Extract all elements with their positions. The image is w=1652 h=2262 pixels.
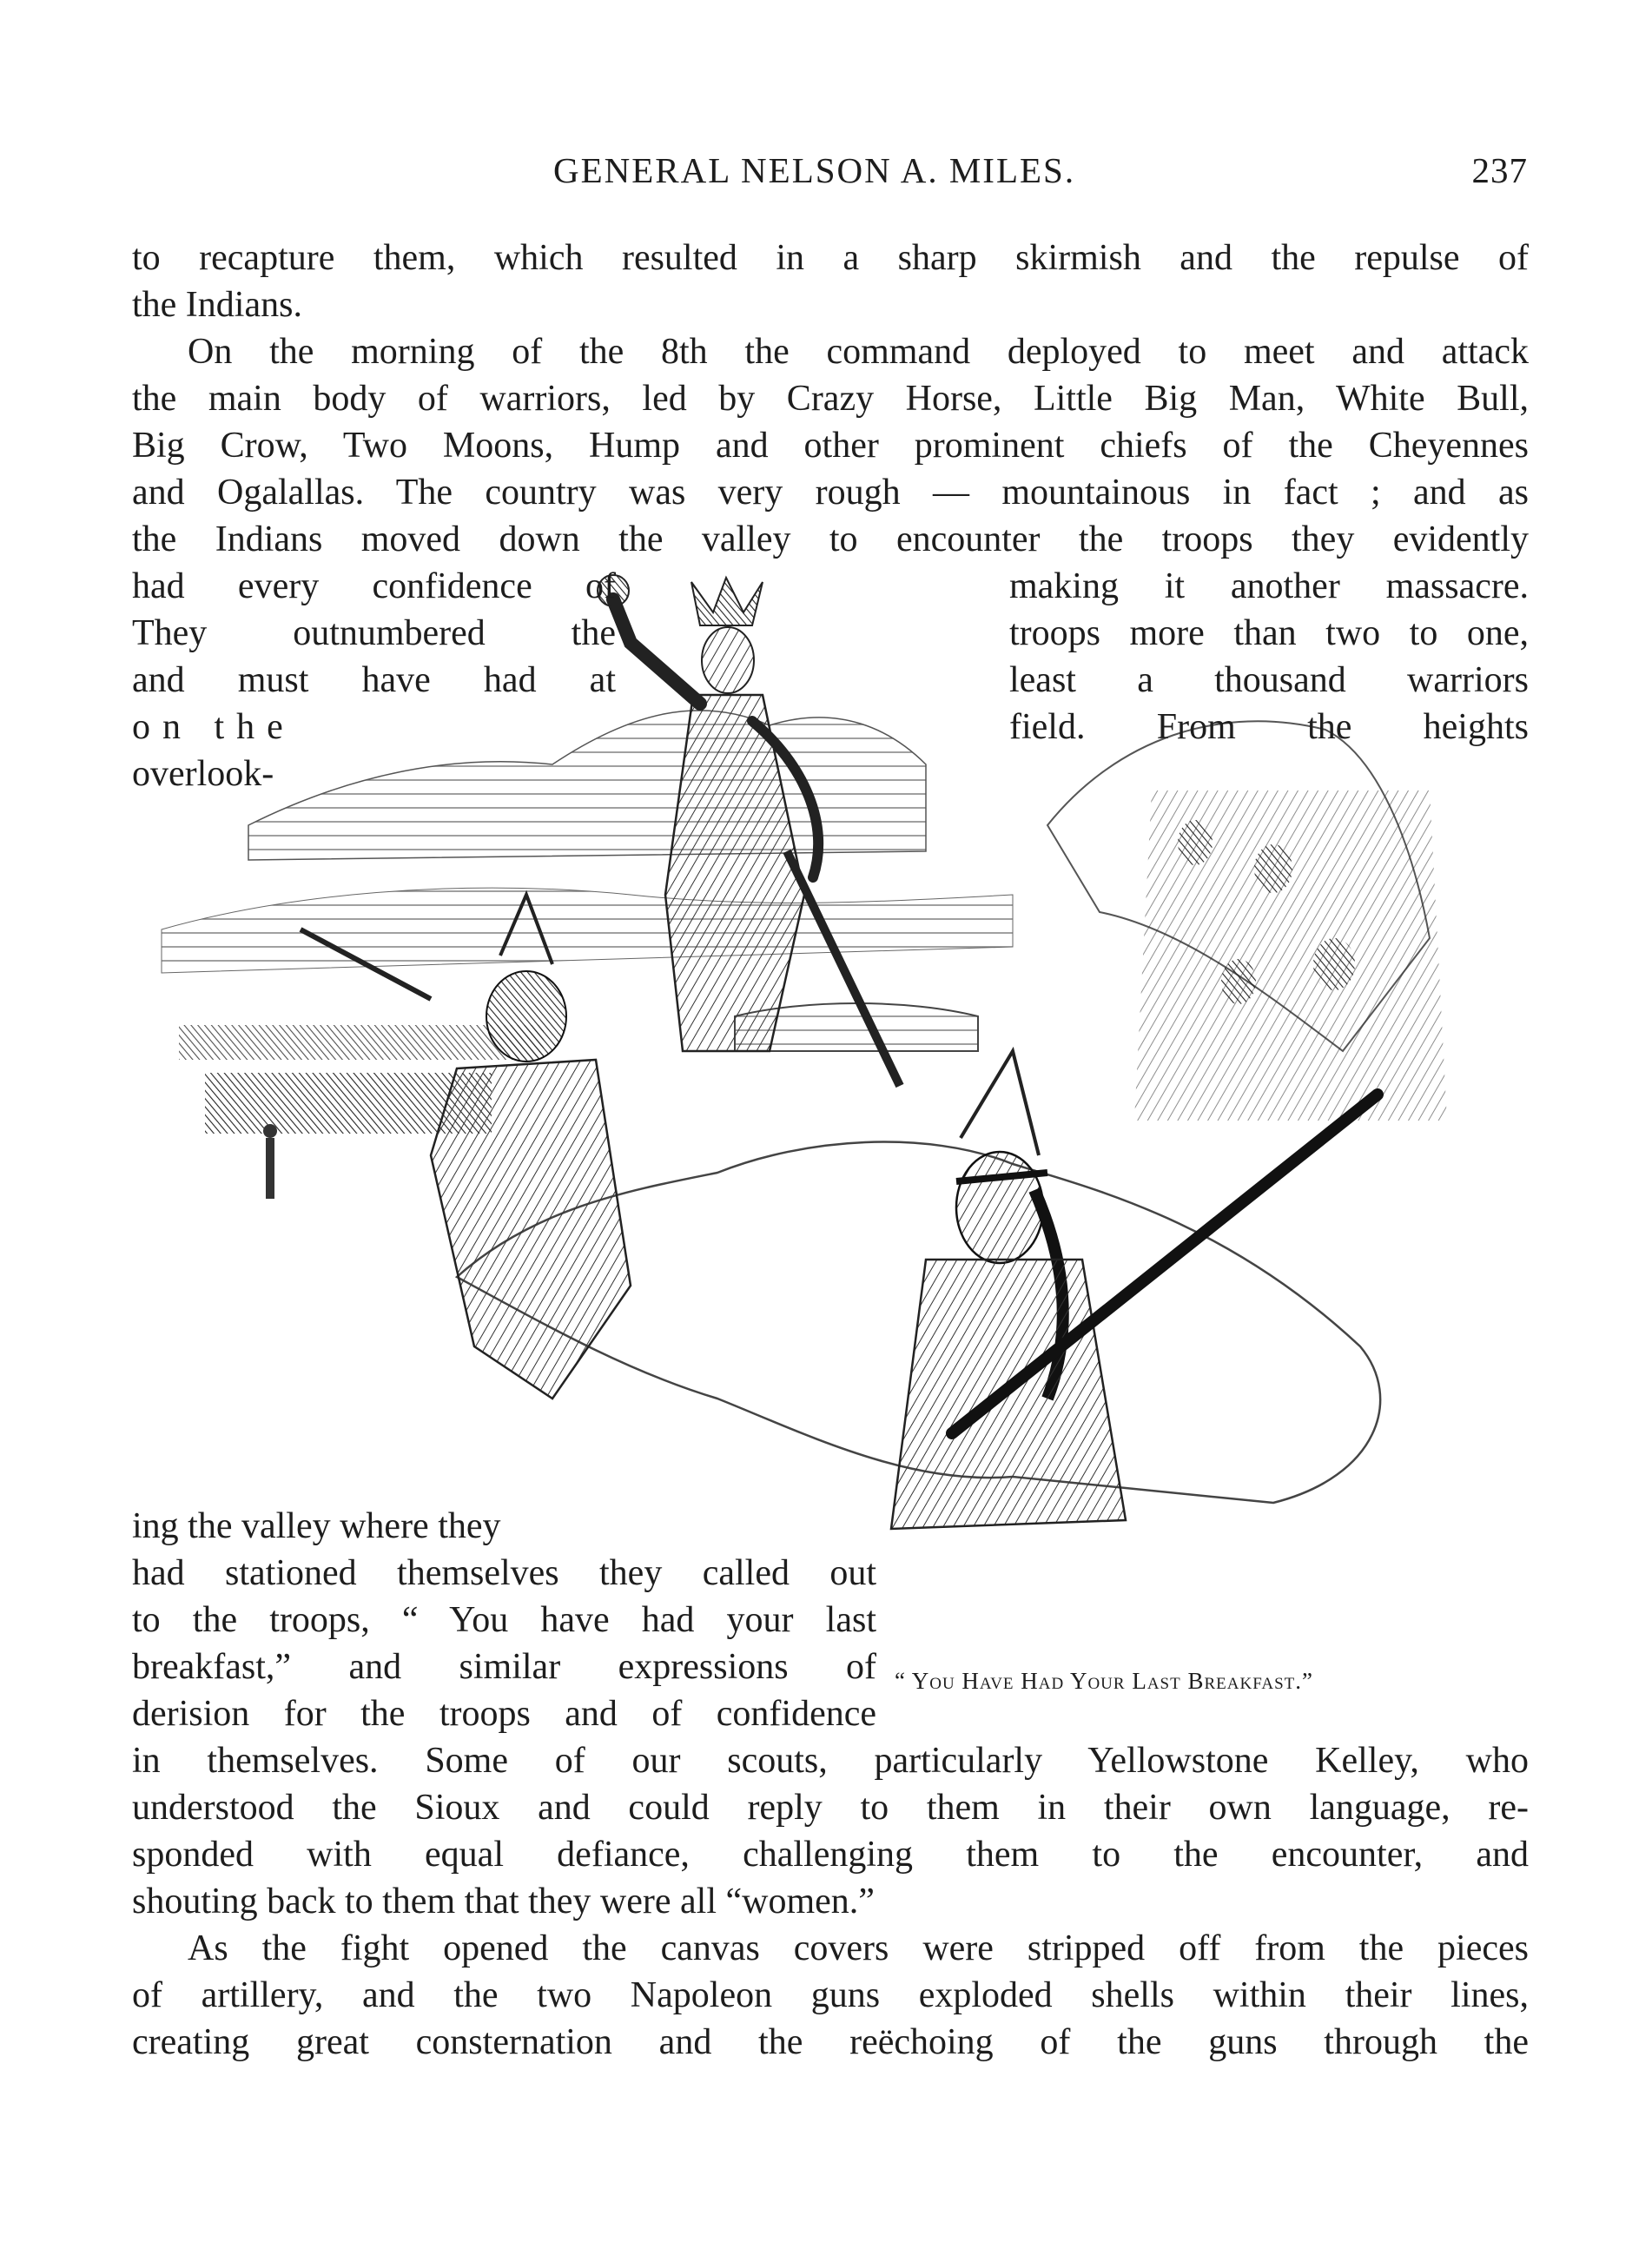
seated-warrior (301, 895, 631, 1399)
caption-text: “ You Have Had Your Last Breakfast.” (895, 1668, 1313, 1694)
body-line: sponded with equal defiance, challenging them to the encounter, and (132, 1835, 1529, 1875)
right-column-line: making it another massacre. (1009, 566, 1529, 606)
left-column-line: on the (132, 707, 295, 747)
body-line: ing the valley where they (132, 1506, 501, 1546)
right-column-line: least a thousand warriors (1009, 660, 1529, 700)
right-column-line: troops more than two to one, (1009, 613, 1529, 653)
body-line: creating great consternation and the reëchoing of the guns through the (132, 2022, 1529, 2062)
left-column-line: overlook- (132, 754, 274, 794)
body-line: in themselves. Some of our scouts, particularly Yellowstone Kelley, who (132, 1741, 1529, 1781)
body-line: understood the Sioux and could reply to them in their own language, re- (132, 1788, 1529, 1828)
body-line: the main body of warriors, led by Crazy Horse, Little Big Man, White Bull, (132, 379, 1529, 419)
body-line: Big Crow, Two Moons, Hump and other prominent chiefs of the Cheyennes (132, 426, 1529, 466)
page-number: 237 (1471, 150, 1528, 190)
body-line: and Ogalallas. The country was very rough — mountainous in fact ; and as (132, 473, 1529, 513)
left-column-line: had every confidence of (132, 566, 616, 606)
running-title: GENERAL NELSON A. MILES. (553, 150, 1076, 190)
body-line: On the morning of the 8th the command deployed to meet and attack (188, 332, 1529, 372)
body-line: derision for the troops and of confidence (132, 1694, 876, 1734)
body-line: As the fight opened the canvas covers were stripped off from the pieces (188, 1928, 1529, 1968)
rifle-warrior (891, 1051, 1378, 1529)
body-line: of artillery, and the two Napoleon guns exploded shells within their lines, (132, 1975, 1529, 2015)
body-line: shouting back to them that they were all “women.” (132, 1882, 875, 1921)
illustration-caption (895, 1668, 1529, 1695)
running-head (0, 149, 1652, 202)
left-column-line: and must have had at (132, 660, 616, 700)
body-line: breakfast,” and similar expressions of (132, 1647, 876, 1687)
right-column-line: field. From the heights (1009, 707, 1529, 747)
body-line: to recapture them, which resulted in a sharp skirmish and the repulse of (132, 238, 1529, 278)
warrior-band (1134, 790, 1447, 1121)
body-line: to the troops, “ You have had your last (132, 1600, 876, 1640)
body-line: the Indians moved down the valley to encounter the troops they evidently (132, 519, 1529, 559)
body-line: had stationed themselves they called out (132, 1553, 876, 1593)
body-line: the Indians. (132, 285, 302, 325)
left-column-line: They outnumbered the (132, 613, 616, 653)
